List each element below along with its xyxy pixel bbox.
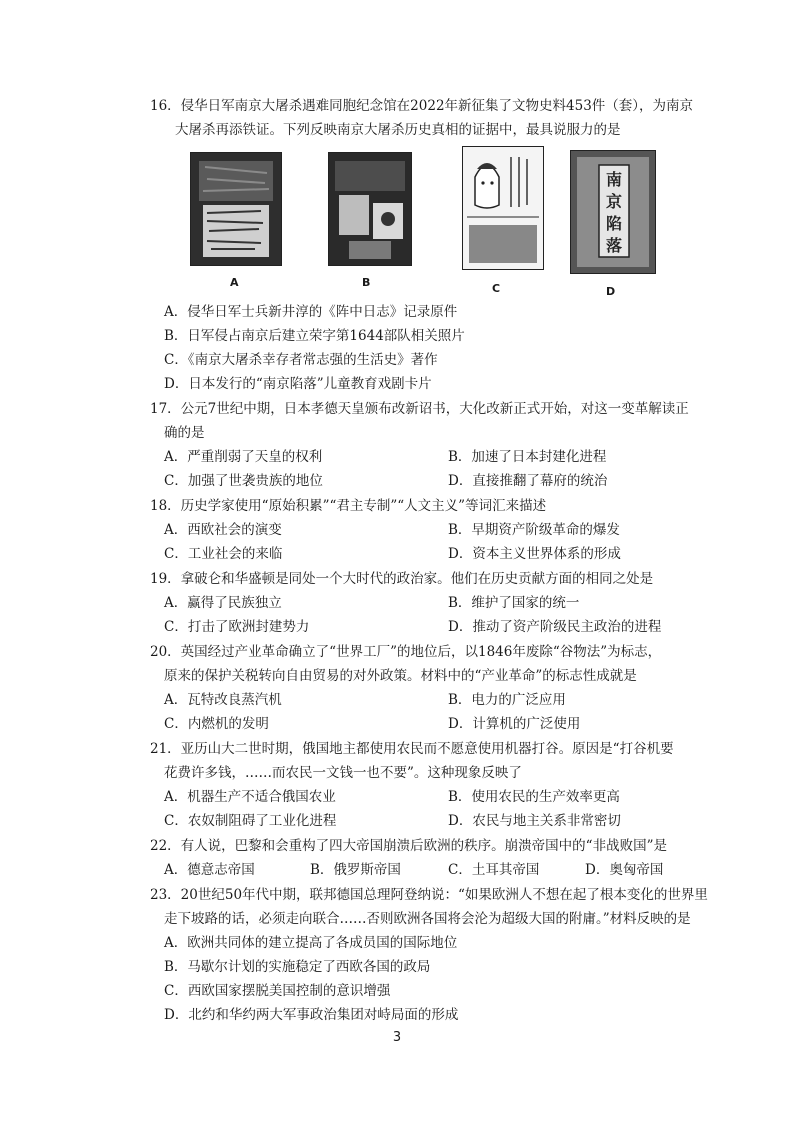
page-number: 3 — [392, 1030, 402, 1045]
q19-option-a[interactable]: A．赢得了民族独立 — [164, 595, 282, 611]
svg-text:南: 南 — [605, 170, 623, 189]
q22-option-a[interactable]: A．德意志帝国 — [164, 862, 255, 878]
q21-option-b[interactable]: B．使用农民的生产效率更高 — [448, 789, 620, 805]
q20-option-b[interactable]: B．电力的广泛应用 — [448, 692, 566, 708]
q19-option-b[interactable]: B．维护了国家的统一 — [448, 595, 580, 611]
q20-stem-line2: 原来的保护关税转向自由贸易的对外政策。材料中的“产业革命”的标志性成就是 — [164, 668, 637, 684]
q17-stem-line2: 确的是 — [164, 425, 205, 441]
q22-option-b[interactable]: B．俄罗斯帝国 — [310, 862, 401, 878]
q18-option-d[interactable]: D．资本主义世界体系的形成 — [448, 546, 621, 562]
q17-option-d[interactable]: D．直接推翻了幕府的统治 — [448, 473, 608, 489]
q20-option-d[interactable]: D．计算机的广泛使用 — [448, 716, 581, 732]
q18-stem-line1: 18．历史学家使用“原始积累”“君主专制”“人文主义”等词汇来描述 — [150, 498, 547, 514]
q16-stem-line2: 大屠杀再添铁证。下列反映南京大屠杀历史真相的证据中，最具说服力的是 — [175, 122, 621, 138]
q16-image-b — [328, 152, 412, 266]
q23-stem-line2: 走下坡路的话，必须走向联合……否则欧洲各国将会沦为超级大国的附庸。”材料反映的是 — [164, 911, 691, 927]
q16-option-a[interactable]: A．侵华日军士兵新井淳的《阵中日志》记录原件 — [164, 304, 458, 320]
q16-option-b[interactable]: B．日军侵占南京后建立荣字第1644部队相关照片 — [164, 328, 465, 344]
q23-option-a[interactable]: A．欧洲共同体的建立提高了各成员国的国际地位 — [164, 935, 458, 951]
q22-stem-line1: 22．有人说，巴黎和会重构了四大帝国崩溃后欧洲的秩序。崩溃帝国中的“非战败国”是 — [150, 838, 667, 854]
q18-option-b[interactable]: B．早期资产阶级革命的爆发 — [448, 522, 620, 538]
q20-option-c[interactable]: C．内燃机的发明 — [164, 716, 269, 732]
svg-text:京: 京 — [605, 192, 623, 211]
q21-stem-line2: 花费许多钱，……而农民一文钱一也不要”。这种现象反映了 — [164, 765, 522, 781]
q22-option-c[interactable]: C．土耳其帝国 — [448, 862, 540, 878]
q16-stem-line1: 16．侵华日军南京大屠杀遇难同胞纪念馆在2022年新征集了文物史料453件（套），为南京 — [150, 98, 694, 114]
q17-option-c[interactable]: C．加强了世袭贵族的地位 — [164, 473, 323, 489]
q18-option-c[interactable]: C．工业社会的来临 — [164, 546, 283, 562]
q17-stem-line1: 17．公元7世纪中期，日本孝德天皇颁布改新诏书，大化改新正式开始，对这一变革解读正 — [150, 401, 689, 417]
q17-option-a[interactable]: A．严重削弱了天皇的权利 — [164, 449, 323, 465]
q16-image-a-label: A — [230, 276, 239, 289]
q16-image-b-label: B — [362, 276, 371, 289]
q21-option-a[interactable]: A．机器生产不适合俄国农业 — [164, 789, 336, 805]
q16-image-d-label: D — [606, 285, 616, 298]
q20-stem-line1: 20．英国经过产业革命确立了“世界工厂”的地位后，以1846年废除“谷物法”为标志， — [150, 644, 662, 660]
q16-option-d[interactable]: D．日本发行的“南京陷落”儿童教育戏剧卡片 — [164, 376, 432, 392]
q21-option-c[interactable]: C．农奴制阻碍了工业化进程 — [164, 813, 337, 829]
q21-option-d[interactable]: D．农民与地主关系非常密切 — [448, 813, 621, 829]
q20-option-a[interactable]: A．瓦特改良蒸汽机 — [164, 692, 282, 708]
q16-image-a — [190, 152, 282, 266]
q19-option-c[interactable]: C．打击了欧洲封建势力 — [164, 619, 310, 635]
q22-option-d[interactable]: D．奥匈帝国 — [585, 862, 664, 878]
q16-option-c[interactable]: C．《南京大屠杀幸存者常志强的生活史》著作 — [164, 352, 438, 368]
q19-stem-line1: 19．拿破仑和华盛顿是同处一个大时代的政治家。他们在历史贡献方面的相同之处是 — [150, 571, 654, 587]
q19-option-d[interactable]: D．推动了资产阶级民主政治的进程 — [448, 619, 662, 635]
q16-image-c — [462, 146, 544, 270]
q23-option-b[interactable]: B．马歇尔计划的实施稳定了西欧各国的政局 — [164, 959, 431, 975]
q16-image-c-label: C — [492, 282, 501, 295]
q23-option-c[interactable]: C．西欧国家摆脱美国控制的意识增强 — [164, 983, 391, 999]
svg-text:落: 落 — [605, 236, 623, 255]
q21-stem-line1: 21．亚历山大二世时期，俄国地主都使用农民而不愿意使用机器打谷。原因是“打谷机要 — [150, 741, 674, 757]
q23-option-d[interactable]: D．北约和华约两大军事政治集团对峙局面的形成 — [164, 1007, 459, 1023]
q17-option-b[interactable]: B．加速了日本封建化进程 — [448, 449, 607, 465]
q16-image-d — [570, 150, 656, 274]
q18-option-a[interactable]: A．西欧社会的演变 — [164, 522, 282, 538]
q23-stem-line1: 23．20世纪50年代中期，联邦德国总理阿登纳说：“如果欧洲人不想在起了根本变化的世界里 — [150, 887, 708, 903]
svg-text:陷: 陷 — [605, 214, 623, 233]
